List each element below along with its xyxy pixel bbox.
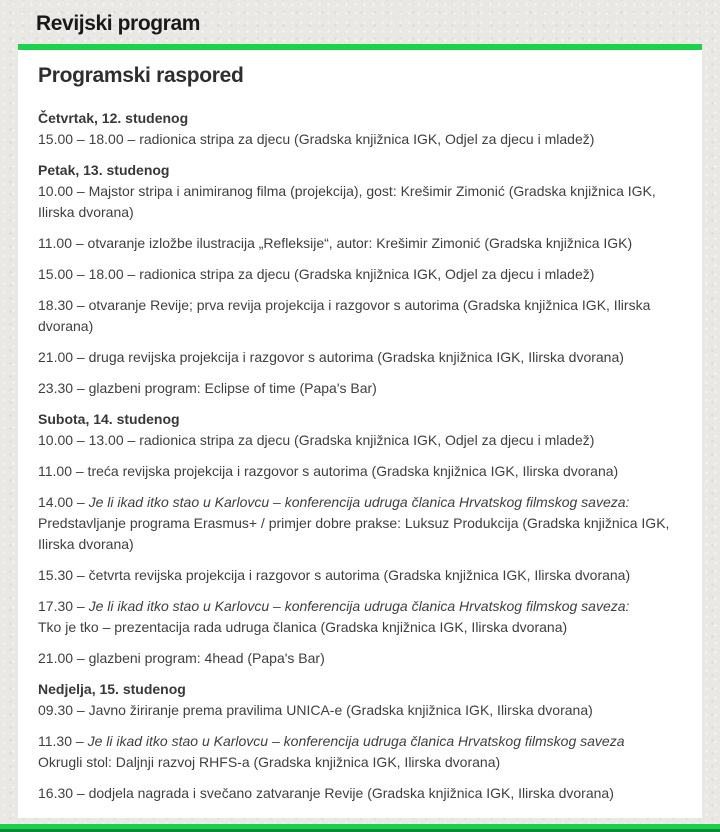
event-item: 21.00 – glazbeni program: 4head (Papa's Bar) (38, 650, 325, 666)
event-description: Okrugli stol: Daljnji razvoj RHFS-a (Gradska knjižnica IGK, Ilirska dvorana) (38, 754, 501, 770)
event-item: 21.00 – druga revijska projekcija i razgovor s autorima (Gradska knjižnica IGK, Ilirska dvorana) (38, 349, 624, 365)
event-item: 15.30 – četvrta revijska projekcija i razgovor s autorima (Gradska knjižnica IGK, Ilirska dvorana) (38, 567, 631, 583)
page-title: Revijski program (36, 12, 200, 35)
event-item: 11.00 – treća revijska projekcija i razgovor s autorima (Gradska knjižnica IGK, Ilirska dvorana) (38, 463, 619, 479)
event-item: 15.00 – 18.00 – radionica stripa za djecu (Gradska knjižnica IGK, Odjel za djecu i mladež) (38, 131, 595, 147)
event-item-conference (38, 731, 682, 773)
day-group-friday (38, 160, 682, 223)
day-heading: Petak, 13. studenog (38, 162, 170, 178)
day-heading: Četvrtak, 12. studenog (38, 110, 189, 126)
event-item: 23.30 – glazbeni program: Eclipse of time (Papa's Bar) (38, 380, 377, 396)
event-time-prefix: 11.30 – (38, 733, 88, 749)
event-item: 10.00 – 13.00 – radionica stripa za djecu (Gradska knjižnica IGK, Odjel za djecu i mladež) (38, 432, 595, 448)
event-description: Predstavljanje programa Erasmus+ / primjer dobre prakse: Luksuz Produkcija (Gradska knjižnica IGK, Ilirska dvorana) (38, 515, 670, 552)
event-item: 10.00 – Majstor stripa i animiranog filma (projekcija), gost: Krešimir Zimonić (Gradska knjižnica IGK, Ilirska dvorana) (38, 183, 656, 220)
event-item: 11.00 – otvaranje izložbe ilustracija „Refleksije“, autor: Krešimir Zimonić (Gradska knjižnica IGK) (38, 235, 633, 251)
event-item-conference (38, 492, 682, 555)
page-header (0, 0, 720, 44)
content-heading: Programski raspored (38, 64, 244, 87)
conference-title: Je li ikad itko stao u Karlovcu – konferencija udruga članica Hrvatskog filmskog saveza: (88, 598, 630, 614)
event-time-prefix: 14.00 – (38, 494, 89, 510)
event-item: 15.00 – 18.00 – radionica stripa za djecu (Gradska knjižnica IGK, Odjel za djecu i mladež) (38, 266, 595, 282)
event-item: 09.30 – Javno žiriranje prema pravilima UNICA-e (Gradska knjižnica IGK, Ilirska dvorana) (38, 702, 593, 718)
conference-title: Je li ikad itko stao u Karlovcu – konferencija udruga članica Hrvatskog filmskog saveza (87, 733, 625, 749)
day-heading: Nedjelja, 15. studenog (38, 681, 186, 697)
schedule-list (38, 108, 682, 804)
day-group-sunday (38, 679, 682, 721)
event-item: 18.30 – otvaranje Revije; prva revija projekcija i razgovor s autorima (Gradska knjižnica IGK, Ilirska dvorana) (38, 297, 651, 334)
day-group-thursday (38, 108, 682, 150)
day-heading: Subota, 14. studenog (38, 411, 180, 427)
event-time-prefix: 17.30 – (38, 598, 89, 614)
day-group-saturday (38, 409, 682, 451)
event-item-conference (38, 596, 682, 638)
conference-title: Je li ikad itko stao u Karlovcu – konferencija udruga članica Hrvatskog filmskog saveza: (88, 494, 630, 510)
main-content (18, 44, 702, 818)
event-description: Tko je tko – prezentacija rada udruga članica (Gradska knjižnica IGK, Ilirska dvorana) (38, 619, 568, 635)
footer-strip (0, 824, 720, 832)
event-item: 16.30 – dodjela nagrada i svečano zatvaranje Revije (Gradska knjižnica IGK, Ilirska dvorana) (38, 785, 614, 801)
